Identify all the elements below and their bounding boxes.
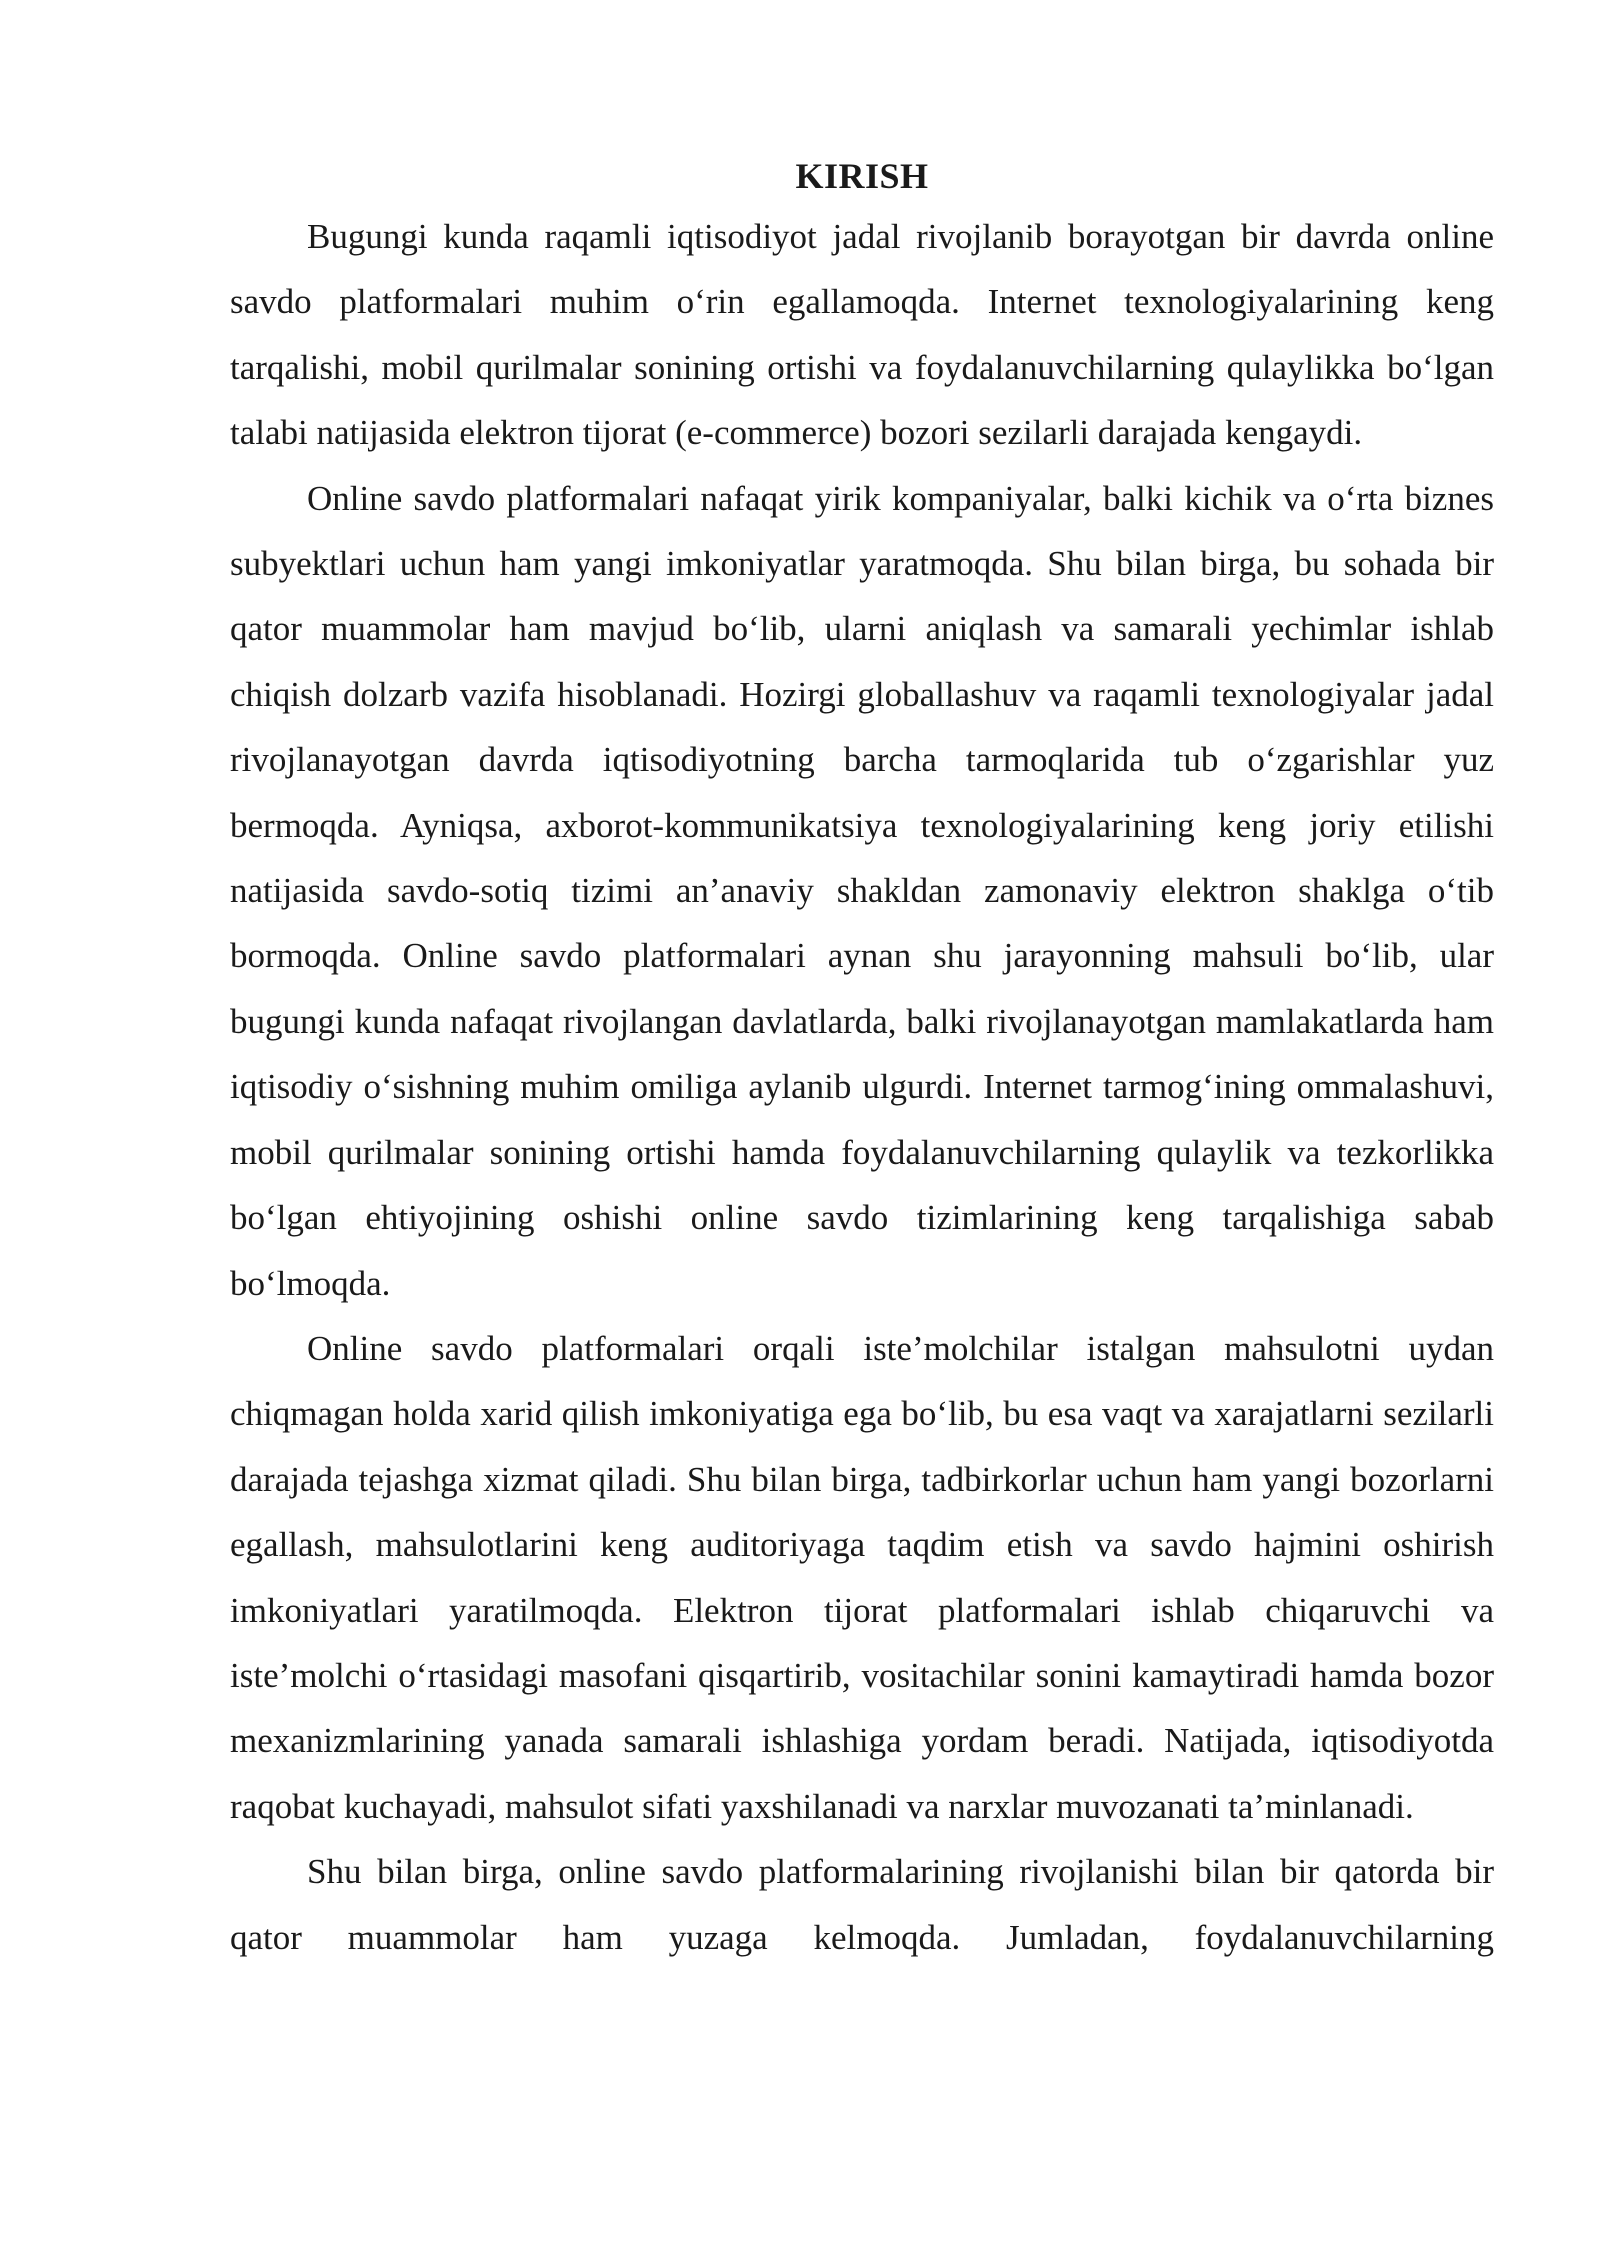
paragraph-4: Shu bilan birga, online savdo platformalarining rivojlanishi bilan bir qatorda bir qator muammolar ham yuzaga kelmoqda. Jumladan, foydalanuvchilarning bbox=[230, 1852, 1494, 1957]
paragraph-2: Online savdo platformalari nafaqat yirik kompaniyalar, balki kichik va o‘rta biznes subyektlari uchun ham yangi imkoniyatlar yaratmoqda. Shu bilan birga, bu sohada bir qator muammolar ham mavjud bo‘lib, ularni aniqlash va samarali yechimlar ishlab chiqish dolzarb vazifa hisoblanadi. Hozirgi globallashuv va raqamli texnologiyalar jadal rivojlanayotgan davrda iqtisodiyotning barcha tarmoqlarida tub o‘zgarishlar yuz bermoqda. Ayniqsa, axborot-kommunikatsiya texnologiyalarining keng joriy etilishi natijasida savdo-sotiq tizimi an’anaviy shakldan zamonaviy elektron shaklga o‘tib bormoqda. Online savdo platformalari aynan shu jarayonning mahsuli bo‘lib, ular bugungi kunda nafaqat rivojlangan davlatlarda, balki rivojlanayotgan mamlakatlarda ham iqtisodiy o‘sishning muhim omiliga aylanib ulgurdi. Internet tarmog‘ining ommalashuvi, mobil qurilmalar sonining ortishi hamda foydalanuvchilarning qulaylik va tezkorlikka bo‘lgan ehtiyojining oshishi online savdo tizimlarining keng tarqalishiga sabab bo‘lmoqda. bbox=[230, 478, 1494, 1303]
document-page bbox=[230, 150, 1494, 1970]
paragraph-1: Bugungi kunda raqamli iqtisodiyot jadal rivojlanib borayotgan bir davrda online savdo platformalari muhim o‘rin egallamoqda. Internet texnologiyalarining keng tarqalishi, mobil qurilmalar sonining ortishi va foydalanuvchilarning qulaylikka bo‘lgan talabi natijasida elektron tijorat (e-commerce) bozori sezilarli darajada kengaydi. bbox=[230, 217, 1494, 453]
document-title: KIRISH bbox=[795, 156, 929, 196]
paragraph-3: Online savdo platformalari orqali iste’molchilar istalgan mahsulotni uydan chiqmagan holda xarid qilish imkoniyatiga ega bo‘lib, bu esa vaqt va xarajatlarni sezilarli darajada tejashga xizmat qiladi. Shu bilan birga, tadbirkorlar uchun ham yangi bozorlarni egallash, mahsulotlarini keng auditoriyaga taqdim etish va savdo hajmini oshirish imkoniyatlari yaratilmoqda. Elektron tijorat platformalari ishlab chiqaruvchi va iste’molchi o‘rtasidagi masofani qisqartirib, vositachilar sonini kamaytiradi hamda bozor mexanizmlarining yanada samarali ishlashiga yordam beradi. Natijada, iqtisodiyotda raqobat kuchayadi, mahsulot sifati yaxshilanadi va narxlar muvozanati ta’minlanadi. bbox=[230, 1328, 1494, 1826]
